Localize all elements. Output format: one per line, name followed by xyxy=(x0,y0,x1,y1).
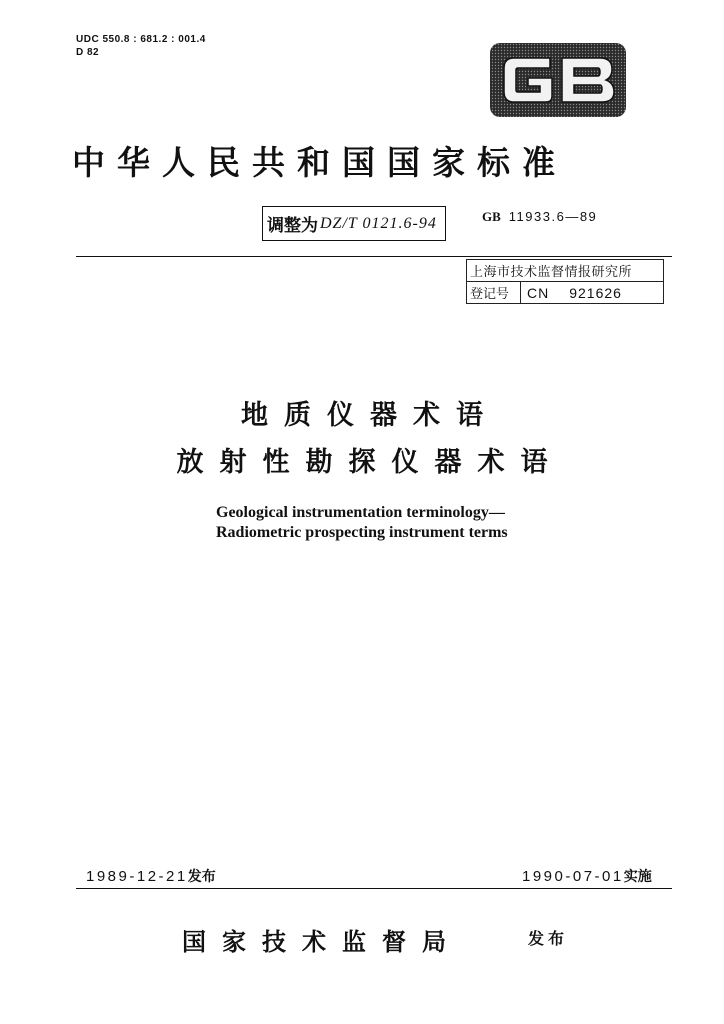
stamp-institute: 上海市技术监督情报研究所 xyxy=(467,260,663,282)
standard-number: 11933.6—89 xyxy=(508,209,598,224)
udc-classification xyxy=(76,33,206,59)
adjustment-label: 调整为 xyxy=(267,216,318,236)
udc-code: UDC 550.8 : 681.2 : 001.4 xyxy=(76,34,206,45)
bottom-divider xyxy=(76,888,672,889)
main-title: 中华人民共和国国家标准 xyxy=(72,143,567,182)
title-cn-line1: 地质仪器术语 xyxy=(241,400,499,431)
stamp-reg-label: 登记号 xyxy=(467,282,521,303)
stamp-registration-row xyxy=(467,282,663,303)
title-en-line1: Geological instrumentation terminology— xyxy=(216,504,505,521)
adjustment-note: DZ/T 0121.6-94 xyxy=(320,214,437,232)
effective-date-label: 实施 xyxy=(623,869,652,885)
effective-date-value: 1990-07-01 xyxy=(522,868,624,885)
issuer-name: 国家技术监督局 xyxy=(182,927,462,956)
adjustment-stamp xyxy=(262,206,446,241)
issue-date-value: 1989-12-21 xyxy=(86,868,188,885)
top-divider xyxy=(76,256,672,257)
issue-date xyxy=(86,866,216,886)
stamp-reg-number: 921626 xyxy=(569,284,622,301)
title-en-line2: Radiometric prospecting instrument terms xyxy=(216,524,508,541)
registration-stamp xyxy=(466,259,664,304)
stamp-reg-prefix: CN xyxy=(527,284,550,301)
standard-code xyxy=(482,209,597,225)
effective-date xyxy=(522,866,652,886)
issuer-action: 发布 xyxy=(528,929,569,948)
gb-logo xyxy=(488,40,628,120)
issue-date-label: 发布 xyxy=(187,869,216,885)
standard-prefix: GB xyxy=(482,209,501,224)
title-cn-line2: 放射性勘探仪器术语 xyxy=(176,447,564,478)
class-code: D 82 xyxy=(76,47,100,58)
